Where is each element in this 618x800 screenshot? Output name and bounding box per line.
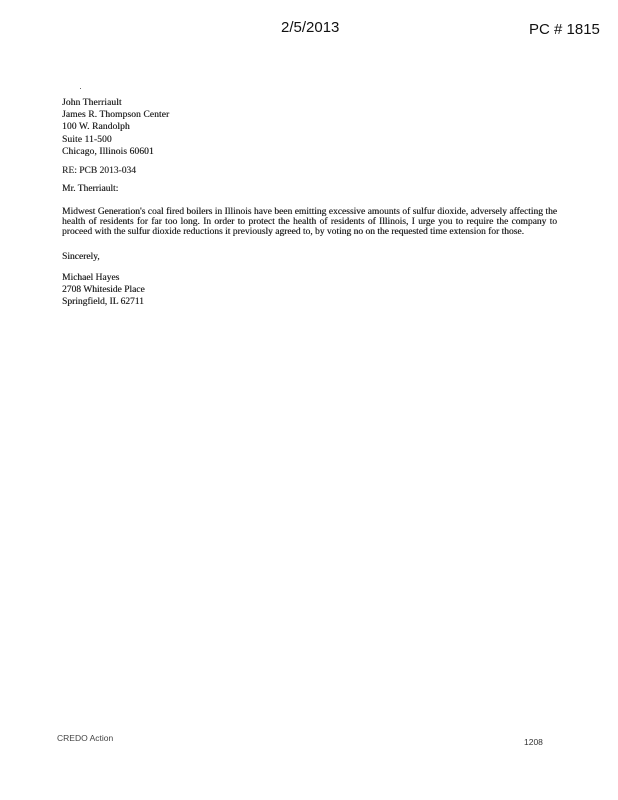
- reference-line: RE: PCB 2013-034: [62, 166, 136, 176]
- closing: Sincerely,: [62, 252, 100, 262]
- recipient-street: 100 W. Randolph: [62, 122, 130, 133]
- scan-speck: [80, 88, 81, 89]
- footer-source: CREDO Action: [57, 733, 114, 743]
- salutation: Mr. Therriault:: [62, 184, 119, 194]
- public-comment-number: PC # 1815: [529, 21, 600, 38]
- recipient-city: Chicago, Illinois 60601: [62, 146, 154, 157]
- signer-street: 2708 Whiteside Place: [62, 285, 145, 296]
- recipient-organization: James R. Thompson Center: [62, 110, 170, 121]
- page-number: 1208: [524, 737, 543, 747]
- recipient-address: [62, 97, 169, 158]
- signer-name: Michael Hayes: [62, 273, 120, 283]
- received-date-stamp: 2/5/2013: [281, 19, 340, 36]
- letter-body: Midwest Generation's coal fired boilers in Illinois have been emitting excessive amounts of sulfur dioxide, adversely affecting the health of residents for far too long. In order to protect the health of residents of Illinois, I urge you to require the company to proceed with the sulfur dioxide reductions it previously agreed to, by voting no on the requested time extension for those.: [62, 207, 557, 238]
- signer-city: Springfield, IL 62711: [62, 297, 144, 308]
- recipient-name: John Therriault: [62, 98, 122, 108]
- recipient-suite: Suite 11-500: [62, 134, 112, 145]
- signer-block: [62, 272, 145, 309]
